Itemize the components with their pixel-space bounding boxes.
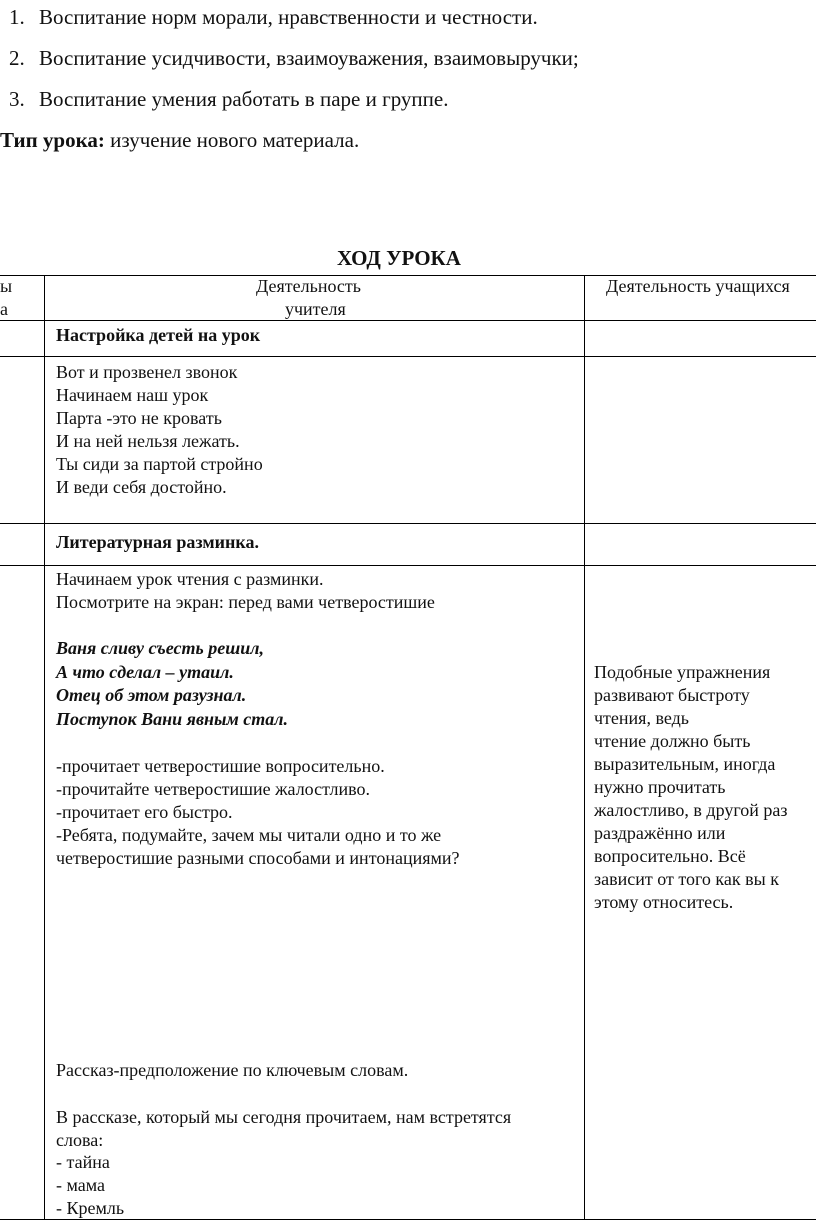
setup-poem: Вот и прозвенел звонок Начинаем наш урок Парта -это не кровать И на ней нельзя лежать. Ты сиди за партой стройно И веди себя достойно.: [56, 362, 263, 497]
goal-item: [9, 87, 448, 111]
goal-item: [9, 46, 579, 70]
header-col-students: Деятельность учащихся: [606, 276, 790, 296]
lesson-type: [0, 127, 359, 153]
goal-item: [9, 5, 538, 29]
goal-number: 1.: [9, 5, 25, 29]
goal-number: 3.: [9, 87, 25, 111]
lesson-type-label: Тип урока:: [0, 128, 105, 152]
header-col-teacher-line1: Деятельность: [256, 276, 361, 296]
goal-text: Воспитание умения работать в паре и группе.: [39, 87, 449, 111]
story-words: - тайна - мама - Кремль: [56, 1152, 125, 1218]
goal-number: 2.: [9, 46, 25, 70]
table-border: [0, 565, 816, 566]
table-border: [0, 356, 816, 357]
warmup-tasks: -прочитает четверостишие вопросительно. -прочитайте четверостишие жалостливо. -прочитает его быстро. -Ребята, подумайте, зачем мы читали одно и то же четверостишие разными способами и интонациями?: [56, 756, 460, 868]
warmup-poem: Ваня сливу съесть решил, А что сделал – утаил. Отец об этом разузнал. Поступок Вани явным стал.: [56, 638, 289, 729]
goal-text: Воспитание усидчивости, взаимоуважения, взаимовыручки;: [39, 46, 579, 70]
story-title: Рассказ-предположение по ключевым словам.: [56, 1060, 409, 1080]
warmup-title: Литературная разминка.: [56, 532, 259, 552]
table-border: [44, 275, 45, 1220]
header-col-stage-line1: ы: [0, 276, 13, 296]
warmup-intro: Начинаем урок чтения с разминки. Посмотрите на экран: перед вами четверостишие: [56, 569, 435, 612]
lesson-type-value: изучение нового материала.: [104, 128, 360, 152]
goal-text: Воспитание норм морали, нравственности и честности.: [39, 5, 538, 29]
table-border: [0, 320, 816, 321]
lesson-title: ХОД УРОКА: [337, 246, 461, 270]
table-border: [0, 523, 816, 524]
story-intro: В рассказе, который мы сегодня прочитаем, нам встретятся слова:: [56, 1107, 512, 1150]
setup-title: Настройка детей на урок: [56, 325, 261, 345]
student-answer: Подобные упражнения развивают быстроту чтения, ведь чтение должно быть выразительным, иногда нужно прочитать жалостливо, в другой раз раздражённо или вопросительно. Всё зависит от того как вы к этому относитесь.: [594, 662, 788, 912]
header-col-stage-line2: а: [0, 299, 8, 319]
table-border: [584, 275, 585, 1220]
header-col-teacher-line2: учителя: [285, 299, 346, 319]
